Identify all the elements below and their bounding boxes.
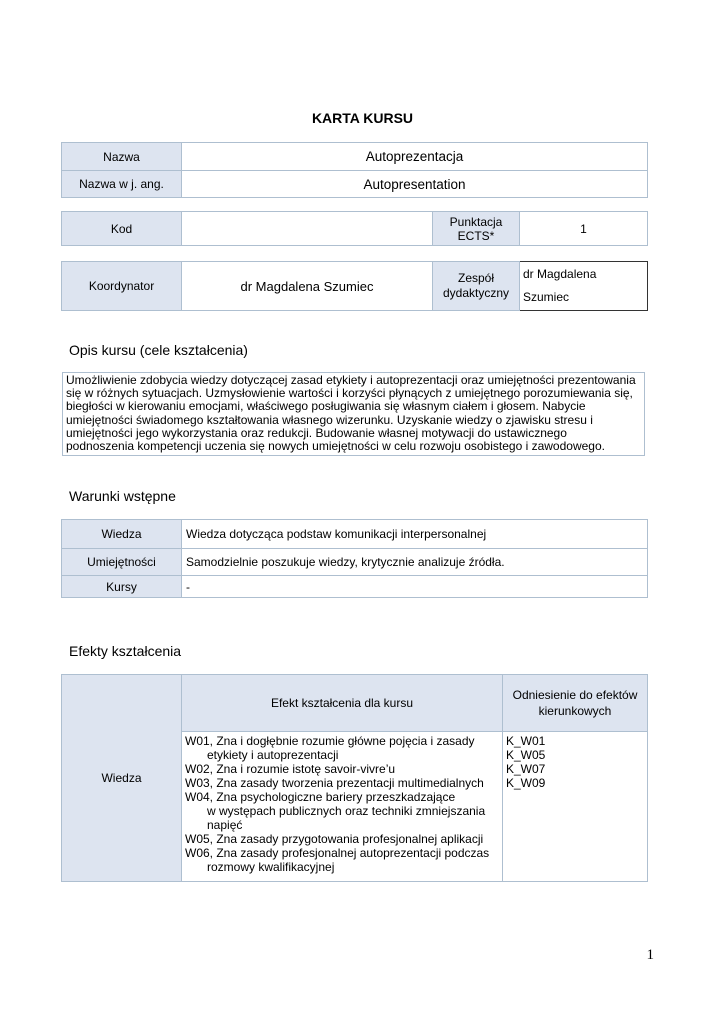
prereq-courses-label: Kursy — [62, 576, 182, 598]
page-title: KARTA KURSU — [311, 110, 414, 126]
outcomes-row-label: Wiedza — [62, 675, 182, 882]
outcome-line: rozmowy kwalifikacyjnej — [207, 860, 335, 874]
team-line-1: dr Magdalena — [523, 267, 597, 281]
outcomes-refs — [503, 732, 648, 882]
team-line-2: Szumiec — [523, 290, 570, 304]
description-line: podnoszenia kompetencji uczenia się nowych umiejętności w celu rozwoju osobistego i zawodowego. — [66, 439, 605, 454]
ects-value: 1 — [520, 212, 648, 246]
ects-label: Punktacja ECTS* — [433, 212, 520, 246]
outcome-line: W04, Zna psychologiczne bariery przeszkadzające — [185, 790, 456, 804]
prereq-skills-value: Samodzielnie poszukuje wiedzy, krytycznie analizuje źródła. — [182, 549, 648, 576]
description-line: umiejętności jego wykorzystania oraz redukcji. Budowanie własnej motywacji do ustawicznego — [66, 425, 567, 440]
coordinator-label: Koordynator — [62, 262, 182, 311]
outcomes-table — [61, 674, 648, 882]
ref-line: K_W09 — [506, 776, 546, 790]
prereq-skills-label: Umiejętności — [62, 549, 182, 576]
coordinator-table — [61, 261, 648, 311]
ref-line: K_W01 — [506, 734, 546, 748]
code-label: Kod — [62, 212, 182, 246]
prerequisites-heading: Warunki wstępne — [69, 488, 176, 504]
outcome-line: napięć — [207, 818, 243, 832]
outcome-line: W06, Zna zasady profesjonalnej autoprezentacji podczas — [185, 846, 490, 860]
team-value — [520, 262, 648, 311]
prerequisites-table — [61, 519, 648, 598]
description-line: Umożliwienie zdobycia wiedzy dotyczącej zasad etykiety i autoprezentacji oraz umiejętności prezentowania — [66, 373, 636, 387]
ref-line: K_W05 — [506, 748, 546, 762]
name-value: Autoprezentacja — [182, 143, 648, 171]
course-name-table — [61, 142, 648, 198]
name-label: Nazwa — [62, 143, 182, 171]
prereq-knowledge-label: Wiedza — [62, 520, 182, 549]
prereq-knowledge-value: Wiedza dotycząca podstaw komunikacji interpersonalnej — [182, 520, 648, 549]
outcomes-heading: Efekty kształcenia — [69, 643, 182, 659]
description-line: się w różnych sytuacjach. Uzmysłowienie wartości i korzyści płynących z umiejętnego porozumiewania się, — [66, 386, 633, 401]
outcomes-col1-header: Efekt kształcenia dla kursu — [182, 675, 503, 732]
name-en-label: Nazwa w j. ang. — [62, 171, 182, 198]
code-value — [182, 212, 433, 246]
outcome-line: W02, Zna i rozumie istotę savoir-vivre’u — [185, 762, 396, 776]
code-ects-table — [61, 211, 648, 246]
outcome-line: W01, Zna i dogłębnie rozumie główne pojęcia i zasady — [185, 734, 475, 748]
outcome-line: w występach publicznych oraz techniki zmniejszania — [207, 804, 486, 818]
page-number: 1 — [646, 947, 654, 963]
description-line: biegłości w kierowaniu emocjami, właściwego posługiwania się własnym ciałem i głosem. Nabycie — [66, 399, 586, 414]
outcome-line: W05, Zna zasady przygotowania profesjonalnej aplikacji — [185, 832, 484, 846]
outcome-line: etykiety i autoprezentacji — [207, 748, 339, 762]
description-box — [62, 372, 645, 456]
outcomes-list — [182, 732, 503, 882]
prereq-courses-value: - — [182, 576, 648, 598]
ref-line: K_W07 — [506, 762, 546, 776]
description-line: umiejętności świadomego kształtowania własnego wizerunku. Uzyskanie wiedzy o zjawisku stresu i — [66, 412, 593, 427]
outcomes-col2-header: Odniesienie do efektów kierunkowych — [503, 675, 648, 732]
team-label: Zespół dydaktyczny — [433, 262, 520, 311]
coordinator-value: dr Magdalena Szumiec — [182, 262, 433, 311]
name-en-value: Autopresentation — [182, 171, 648, 198]
description-heading: Opis kursu (cele kształcenia) — [69, 342, 248, 358]
outcome-line: W03, Zna zasady tworzenia prezentacji multimedialnych — [185, 776, 484, 790]
